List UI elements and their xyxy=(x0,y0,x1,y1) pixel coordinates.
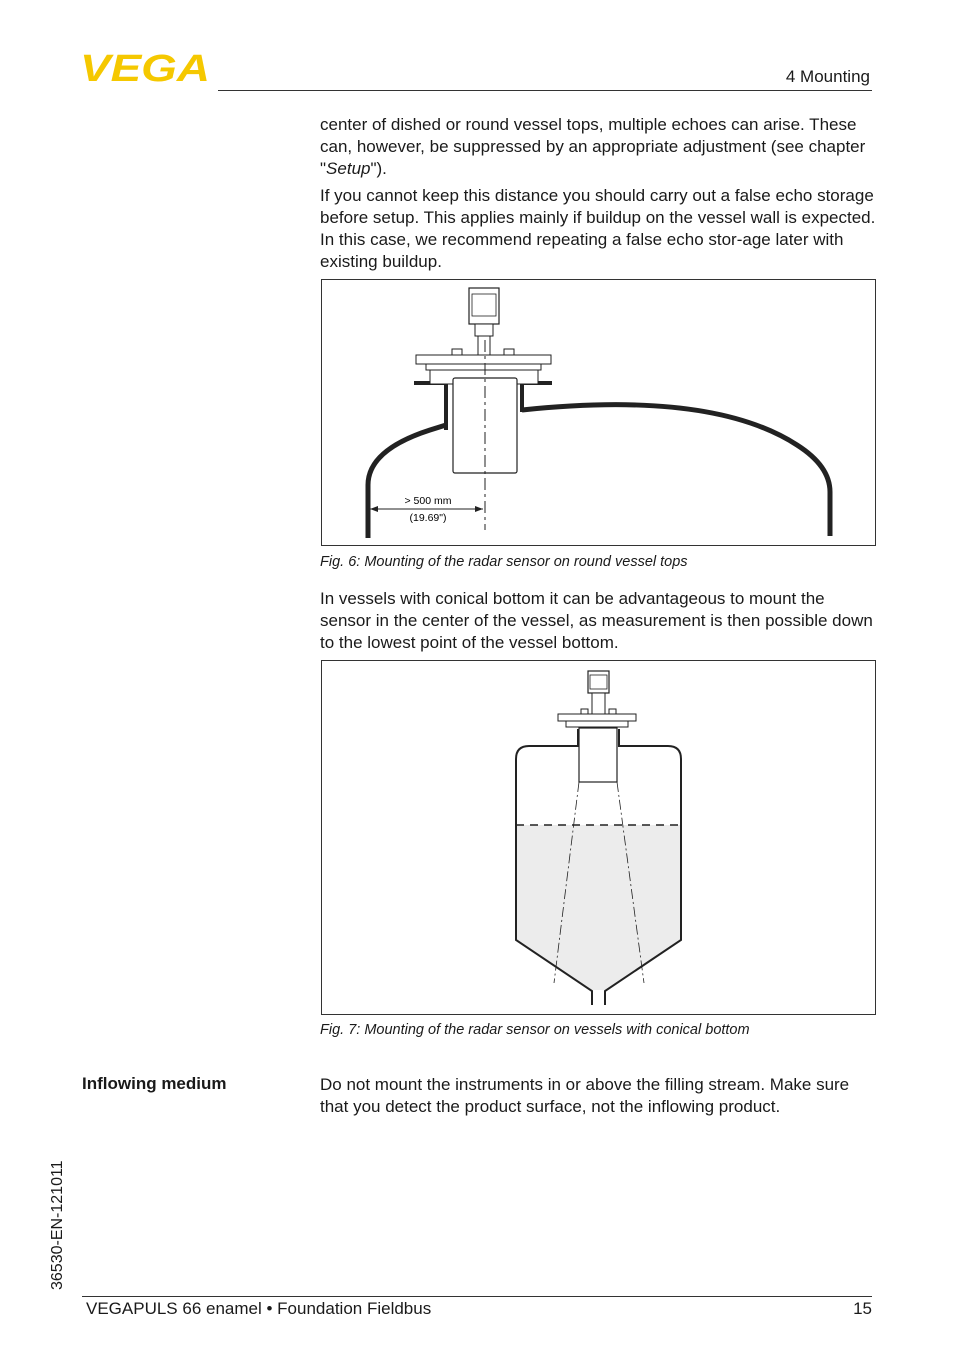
vessel-wall-right xyxy=(522,405,830,536)
sensor-stem xyxy=(478,336,490,355)
dimension-arrow-left xyxy=(370,506,378,512)
figure-7-caption: Fig. 7: Mounting of the radar sensor on vessels with conical bottom xyxy=(320,1022,750,1038)
round-vessel-diagram xyxy=(322,280,875,545)
flange-lower xyxy=(566,721,628,727)
header-divider xyxy=(218,90,872,91)
flange-seal xyxy=(426,364,541,370)
flange xyxy=(416,355,551,364)
figure-round-vessel-top xyxy=(321,279,876,546)
footer-divider xyxy=(82,1296,872,1297)
bolt-right xyxy=(504,349,514,355)
flange xyxy=(558,714,636,721)
dimension-label-mm: > 500 mm xyxy=(404,495,452,507)
nozzle-left xyxy=(414,383,446,430)
bolt-right xyxy=(609,709,616,714)
document-id: 36530-EN-121011 xyxy=(49,1160,66,1290)
paragraph-inflowing-medium: Do not mount the instruments in or above the filling stream. Make sure that you detect the product surface, not the inflowing product. xyxy=(320,1075,850,1116)
sensor-stem xyxy=(592,693,605,714)
medium-fill xyxy=(516,825,681,990)
dimension-label-in: (19.69") xyxy=(409,512,447,524)
figure-6-caption: Fig. 6: Mounting of the radar sensor on round vessel tops xyxy=(320,554,688,570)
section-title: 4 Mounting xyxy=(785,67,870,86)
svg-text:VEGA: VEGA xyxy=(80,50,210,84)
paragraph-conical-bottom: In vessels with conical bottom it can be advantageous to mount the sensor in the center of the vessel, as measurement is then possible down to the lowest point of the vessel bottom. xyxy=(320,589,873,652)
bolt-left xyxy=(581,709,588,714)
bolt-left xyxy=(452,349,462,355)
sensor-housing-window xyxy=(590,675,607,689)
figure-conical-vessel xyxy=(321,660,876,1015)
dimension-arrow-right xyxy=(475,506,483,512)
vega-logo xyxy=(80,50,212,84)
sensor-housing-window xyxy=(472,294,496,316)
horn-antenna xyxy=(579,728,617,782)
page-number: 15 xyxy=(853,1299,872,1318)
paragraph-false-echo: If you cannot keep this distance you should carry out a false echo storage before setup. This applies mainly if buildup on the vessel wall is expected. In this case, we recommend repeating a false echo stor-age later with existing buildup. xyxy=(320,186,876,271)
sidebar-heading-inflowing-medium: Inflowing medium xyxy=(82,1074,227,1093)
paragraph-echoes: center of dished or round vessel tops, multiple echoes can arise. These can, however, be suppressed by an appropriate adjustment (see chapter "Setup"). xyxy=(320,115,866,178)
conical-vessel-diagram xyxy=(322,661,875,1014)
footer-product-title: VEGAPULS 66 enamel • Foundation Fieldbus xyxy=(86,1299,432,1318)
sensor-neck xyxy=(475,324,493,336)
